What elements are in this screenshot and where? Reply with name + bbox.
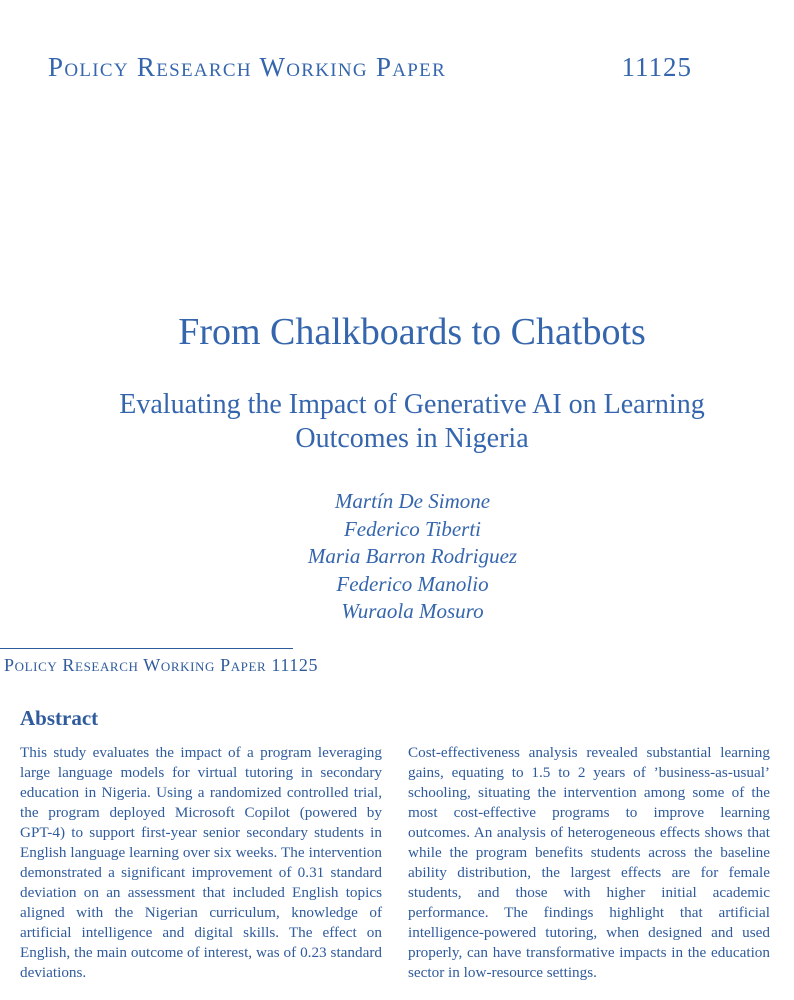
abstract-paragraph: Cost-effectiveness analysis revealed substantial learning gains, equating to 1.5 to 2 years of ’business-as-usual’ schooling, situating the intervention among some of the most cost-effective programs to improve learning outcomes. An analysis of heterogeneous effects shows that while the program benefits students across the baseline ability distribution, the largest effects are for female students, and those with higher initial academic performance. The findings highlight that artificial intelligence-powered tutoring, when designed and used properly, can have transformative impacts in the education sector in low-resource settings.	[408, 744, 770, 981]
series-name: Policy Research Working Paper	[48, 52, 447, 82]
author-name: Federico Manolio	[336, 571, 489, 596]
paper-title: From Chalkboards to Chatbots	[178, 311, 646, 353]
cover-series-header	[48, 52, 698, 92]
paper-subtitle: Evaluating the Impact of Generative AI on Learning Outcomes in Nigeria	[119, 389, 705, 454]
footer-series-line: Policy Research Working Paper 11125	[4, 655, 319, 675]
author-list	[250, 488, 575, 626]
author-name: Federico Tiberti	[343, 516, 482, 541]
section-divider	[0, 648, 293, 649]
abstract-column-left	[20, 743, 382, 983]
author-name: Martín De Simone	[334, 489, 491, 513]
abstract-heading: Abstract	[20, 706, 99, 730]
authors-block	[250, 488, 575, 634]
author-name: Maria Barron Rodriguez	[307, 544, 518, 569]
paper-number: 11125	[621, 52, 692, 82]
abstract-column-right	[408, 743, 770, 983]
abstract-paragraph: This study evaluates the impact of a program leveraging large language models for virtual tutoring in secondary education in Nigeria. Using a randomized controlled trial, the program deployed Microsoft Copilot (powered by GPT-4) to support first-year senior secondary students in English language learning over six weeks. The intervention demonstrated a significant improvement of 0.31 standard deviation on an assessment that included English topics aligned with the Nigerian curriculum, knowledge of artificial intelligence and digital skills. The effect on English, the main outcome of interest, was of 0.23 standard deviations.	[20, 744, 382, 981]
author-name: Wuraola Mosuro	[341, 599, 484, 624]
